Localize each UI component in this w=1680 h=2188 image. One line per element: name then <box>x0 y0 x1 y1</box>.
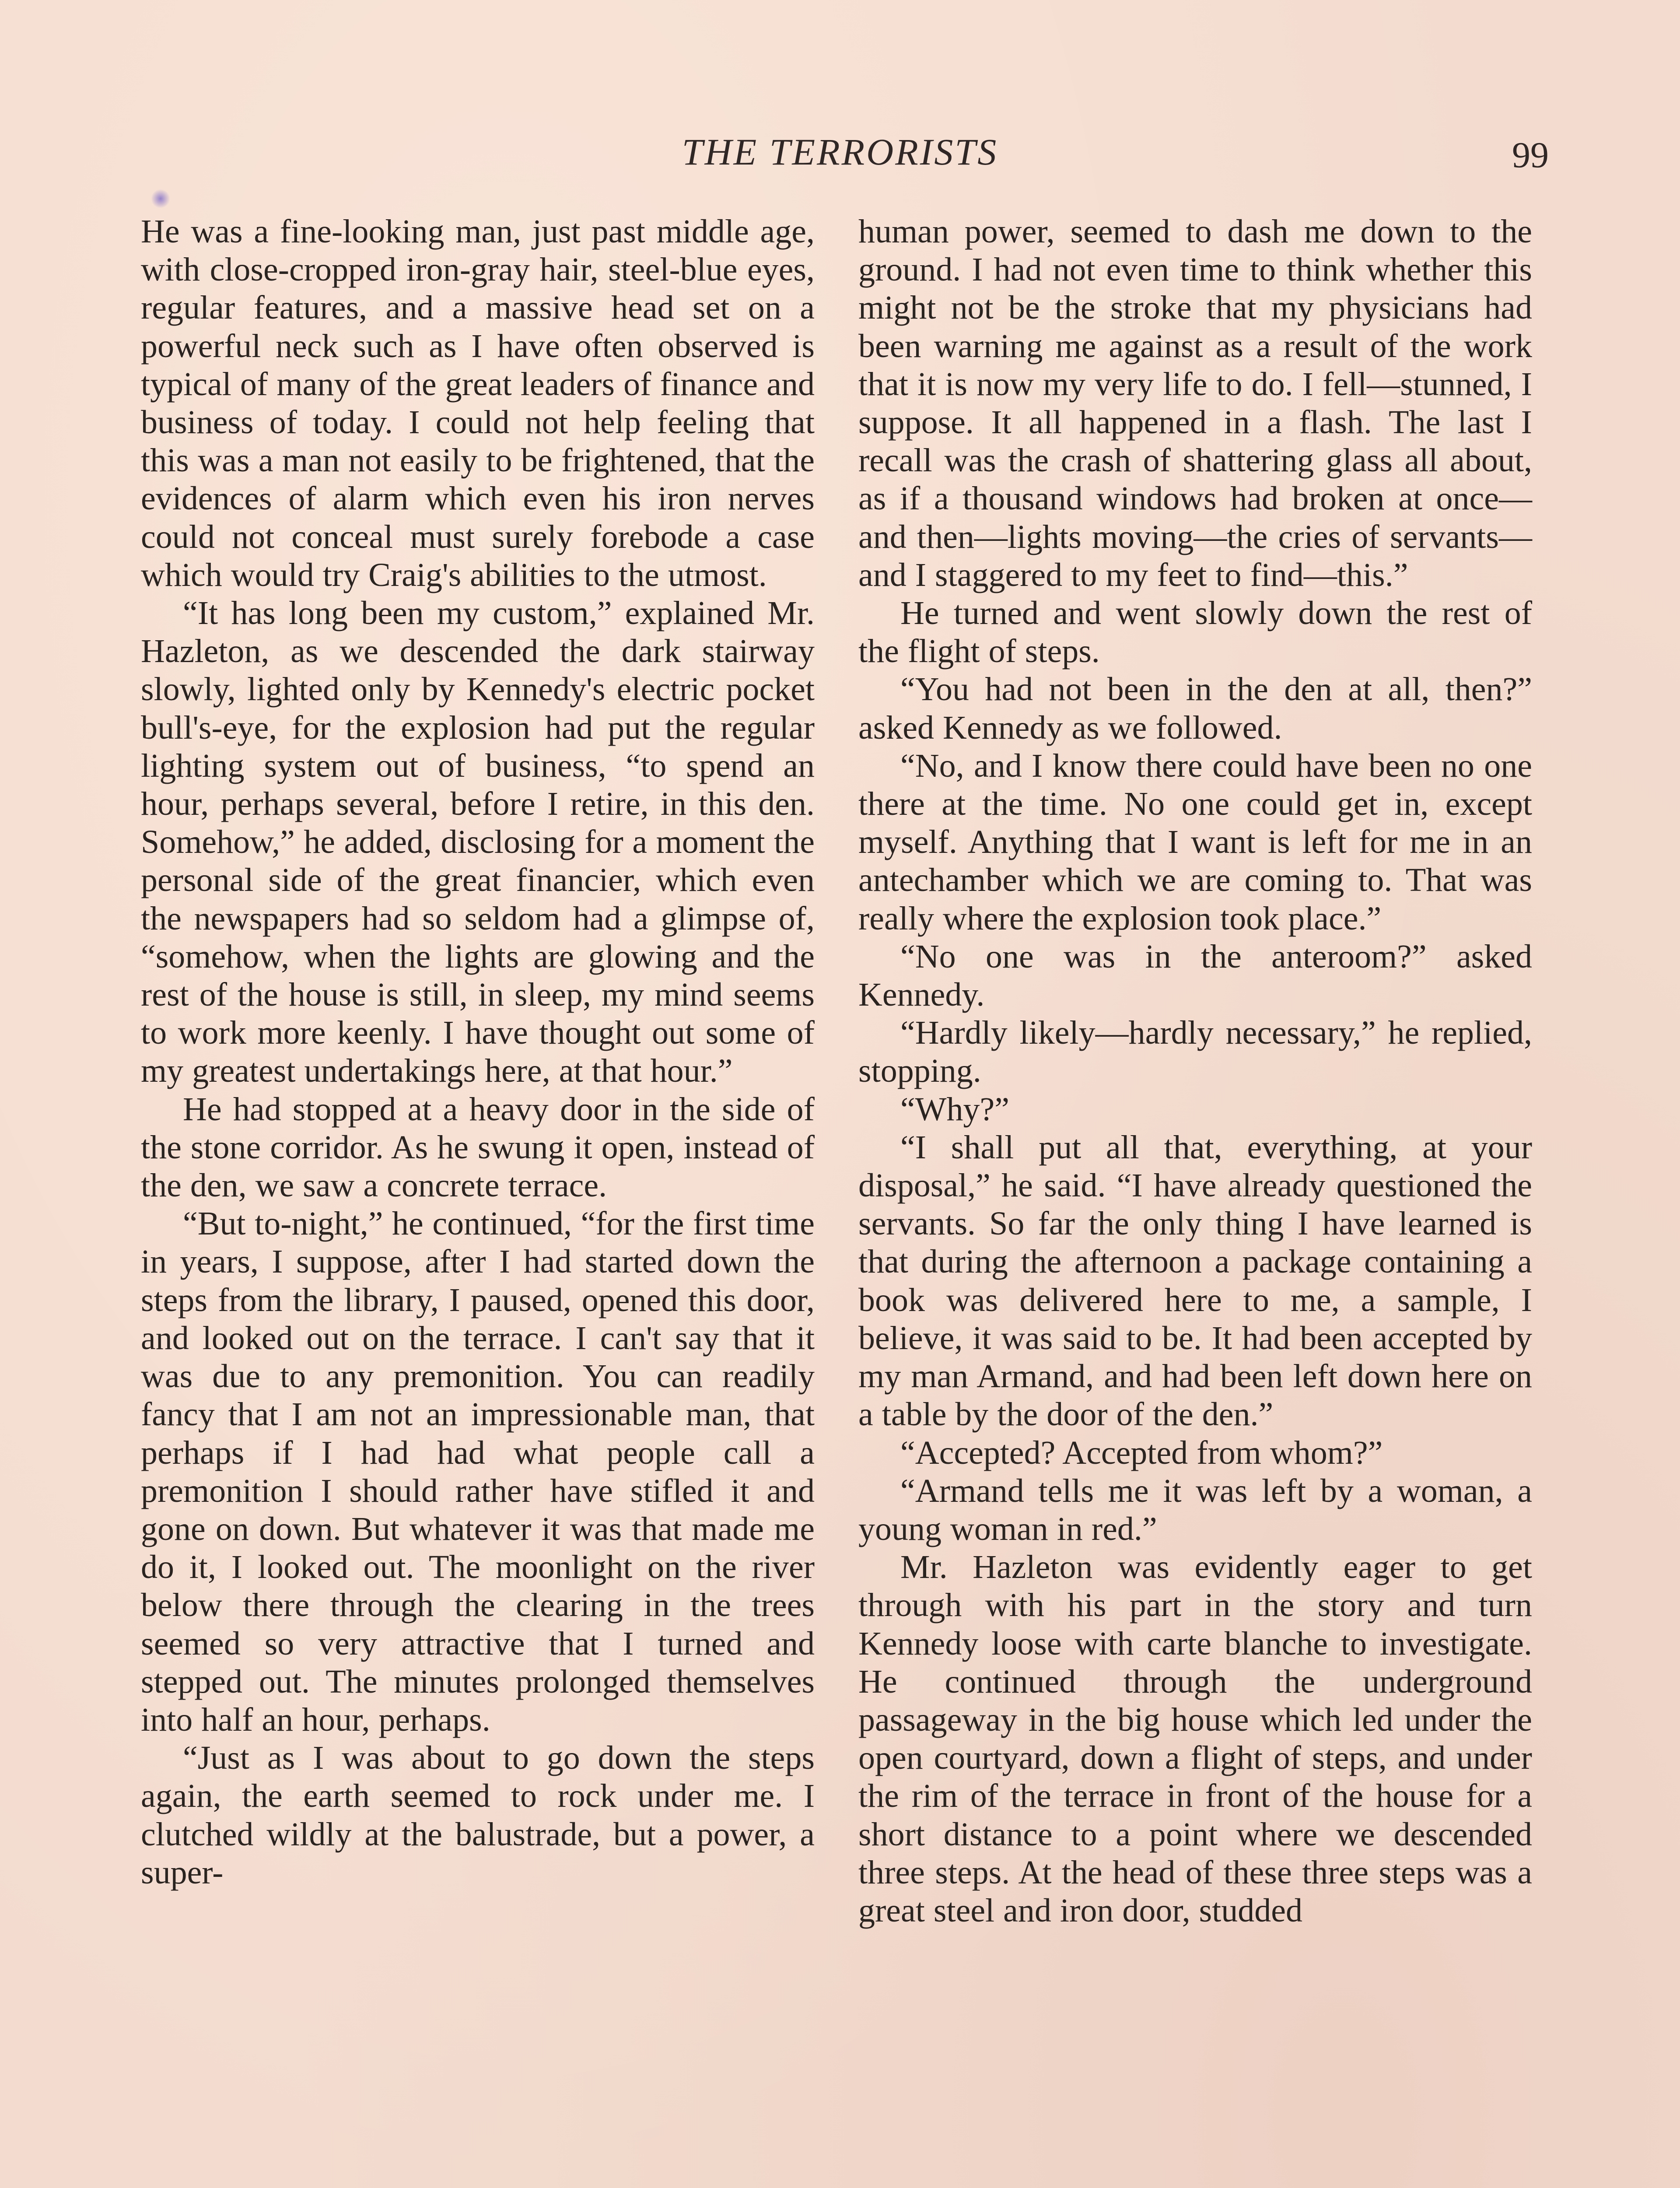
paragraph: He had stopped at a heavy door in the side of the stone corridor. As he swung it open, instead of the den, we saw a concrete terrace. <box>141 1090 815 1204</box>
ink-spot <box>151 189 170 208</box>
paragraph: “You had not been in the den at all, then?” asked Kennedy as we followed. <box>858 671 1532 746</box>
paragraph: “Just as I was about to go down the steps again, the earth seemed to rock under me. I clutched wildly at the balustrade, but a power, a super- <box>141 1739 815 1891</box>
running-header <box>0 128 1680 176</box>
left-column <box>141 213 815 1892</box>
paragraph: “It has long been my custom,” explained Mr. Hazleton, as we descended the dark stairway slowly, lighted only by Kennedy's electric pocket bull's-eye, for the explosion had put the regular lighting system out of business, “to spend an hour, perhaps several, before I retire, in this den. Somehow,” he added, disclosing for a moment the personal side of the great financier, which even the newspapers had so seldom had a glimpse of, “somehow, when the lights are glowing and the rest of the house is still, in sleep, my mind seems to work more keenly. I have thought out some of my greatest undertakings here, at that hour.” <box>141 595 815 1090</box>
paragraph: “No, and I know there could have been no one there at the time. No one could get in, except myself. Anything that I want is left for me in an antechamber which we are coming to. That was really where the explosion took place.” <box>858 747 1532 937</box>
running-title: THE TERRORISTS <box>682 131 998 173</box>
paragraph: “I shall put all that, everything, at your disposal,” he said. “I have already questioned the servants. So far the only thing I have learned is that during the afternoon a package containing a book was delivered here to me, a sample, I believe, it was said to be. It had been accepted by my man Armand, and had been left down here on a table by the door of the den.” <box>858 1129 1532 1433</box>
paragraph: He was a fine-looking man, just past middle age, with close-cropped iron-gray hair, steel-blue eyes, regular features, and a massive head set on a powerful neck such as I have often observed is typical of many of the great leaders of finance and business of today. I could not help feeling that this was a man not easily to be frightened, that the evidences of alarm which even his iron nerves could not conceal must surely forebode a case which would try Craig's abilities to the utmost. <box>141 213 815 593</box>
paragraph: “Hardly likely—hardly necessary,” he replied, stopping. <box>858 1014 1532 1090</box>
paragraph: “But to-night,” he continued, “for the first time in years, I suppose, after I had started down the steps from the library, I paused, opened this door, and looked out on the terrace. I can't say that it was due to any premonition. You can readily fancy that I am not an impressionable man, that perhaps if I had had what people call a premonition I should rather have stifled it and gone on down. But whatever it was that made me do it, I looked out. The moonlight on the river below there through the clearing in the trees seemed so very attractive that I turned and stepped out. The minutes prolonged themselves into half an hour, perhaps. <box>141 1205 815 1738</box>
page-number: 99 <box>1512 135 1549 175</box>
paragraph: “Accepted? Accepted from whom?” <box>900 1434 1383 1471</box>
paragraph: Mr. Hazleton was evidently eager to get through with his part in the story and turn Kennedy loose with carte blanche to investigate. He continued through the underground passageway in the big house which led under the open courtyard, down a flight of steps, and under the rim of the terrace in front of the house for a short distance to a point where we descended three steps. At the head of these three steps was a great steel and iron door, studded <box>858 1549 1532 1929</box>
right-column <box>858 213 1532 1930</box>
paragraph: “Armand tells me it was left by a woman, a young woman in red.” <box>858 1472 1532 1547</box>
paragraph: “No one was in the anteroom?” asked Kennedy. <box>858 938 1532 1013</box>
paragraph: “Why?” <box>900 1090 1009 1128</box>
paragraph: human power, seemed to dash me down to the ground. I had not even time to think whether this might not be the stroke that my physicians had been warning me against as a result of the work that it is now my very life to do. I fell—stunned, I suppose. It all happened in a flash. The last I recall was the crash of shattering glass all about, as if a thousand windows had broken at once—and then—lights moving—the cries of servants—and I staggered to my feet to find—this.” <box>858 213 1532 593</box>
paragraph: He turned and went slowly down the rest of the flight of steps. <box>858 595 1532 670</box>
